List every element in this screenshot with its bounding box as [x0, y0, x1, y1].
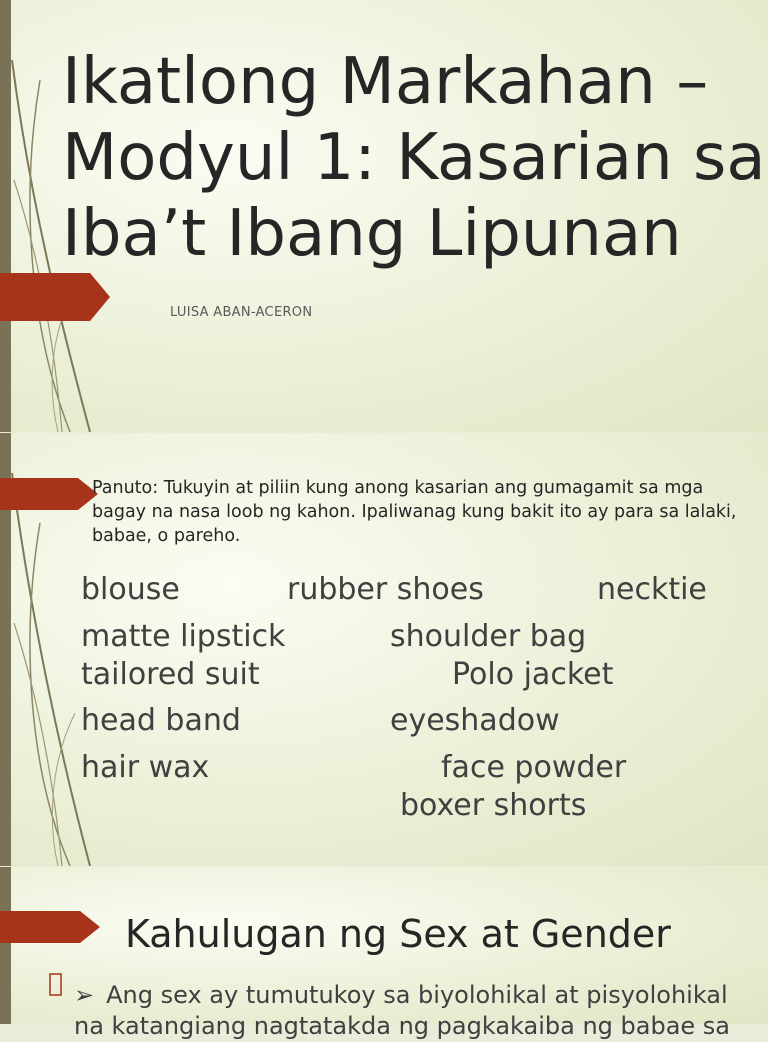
- item-polo-jacket: Polo jacket: [452, 657, 614, 692]
- item-matte-lipstick: matte lipstick: [81, 619, 286, 654]
- title-slide: [0, 0, 768, 432]
- definition-paragraph: [74, 980, 754, 1042]
- item-head-band: head band: [81, 703, 241, 738]
- title-line-3: Iba’t Ibang Lipunan: [62, 197, 682, 271]
- title-line-1: Ikatlong Markahan –: [62, 45, 709, 119]
- item-boxer-shorts: boxer shorts: [400, 788, 587, 823]
- slide-title: [62, 44, 768, 272]
- item-shoulder-bag: shoulder bag: [390, 619, 587, 654]
- bullet-box-icon: [49, 972, 63, 998]
- item-rubber-shoes: rubber shoes: [287, 572, 484, 607]
- item-face-powder: face powder: [441, 750, 627, 785]
- item-blouse: blouse: [81, 572, 180, 607]
- left-accent-bar: [0, 867, 11, 1024]
- instructions-accent-tag: [0, 478, 98, 510]
- section-heading: Kahulugan ng Sex at Gender: [125, 912, 671, 956]
- item-eyeshadow: eyeshadow: [390, 703, 560, 738]
- heading-accent-tag: [0, 911, 100, 943]
- instructions-text: Panuto: Tukuyin at piliin kung anong kasarian ang gumagamit sa mga bagay na nasa loob ng kahon. Ipaliwanag kung bakit ito ay para sa lalaki, babae, o pareho.: [92, 478, 737, 546]
- item-tailored-suit: tailored suit: [81, 657, 260, 692]
- definition-text: Ang sex ay tumutukoy sa biyolohikal at pisyolohikal na katangiang nagtatakda ng pagkakaiba ng babae sa: [74, 981, 731, 1040]
- title-accent-tag: [0, 273, 110, 321]
- title-line-2: Modyul 1: Kasarian sa: [62, 121, 766, 195]
- author-name: LUISA ABAN-ACERON: [170, 305, 313, 320]
- item-necktie: necktie: [597, 572, 707, 607]
- item-hair-wax: hair wax: [81, 750, 210, 785]
- arrow-bullet-icon: ➢: [74, 981, 95, 1009]
